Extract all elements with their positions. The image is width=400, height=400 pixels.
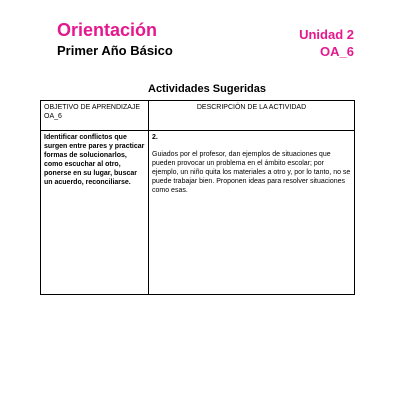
- document-title: Orientación: [57, 20, 158, 40]
- oa-code: OA_6: [320, 44, 354, 59]
- grade-level: Primer Año Básico: [57, 43, 173, 58]
- objective-cell: Identificar conflictos que surgen entre pares y practicar formas de solucionarlos, como escuchar al otro, ponerse en su lugar, buscar un acuerdo, reconciliarse.: [41, 131, 149, 295]
- objective-column-header: OBJETIVO DE APRENDIZAJE OA_6: [41, 101, 149, 131]
- description-cell: [149, 131, 355, 295]
- activity-number: 2.: [152, 134, 158, 141]
- activity-description: Guiados por el profesor, dan ejemplos de situaciones que pueden provocar un problema en el ámbito escolar; por ejemplo, un niño quita los materiales a otro y, por lo tanto, no se puede trabajar bien. Proponen ideas para resolver situaciones como esas.: [152, 151, 351, 194]
- activities-table: [40, 100, 355, 295]
- description-column-header: DESCRIPCIÓN DE LA ACTIVIDAD: [149, 101, 355, 131]
- unit-label: Unidad 2: [299, 27, 354, 42]
- table-row: [41, 131, 355, 295]
- section-title: Actividades Sugeridas: [148, 83, 266, 95]
- table-header-row: [41, 101, 355, 131]
